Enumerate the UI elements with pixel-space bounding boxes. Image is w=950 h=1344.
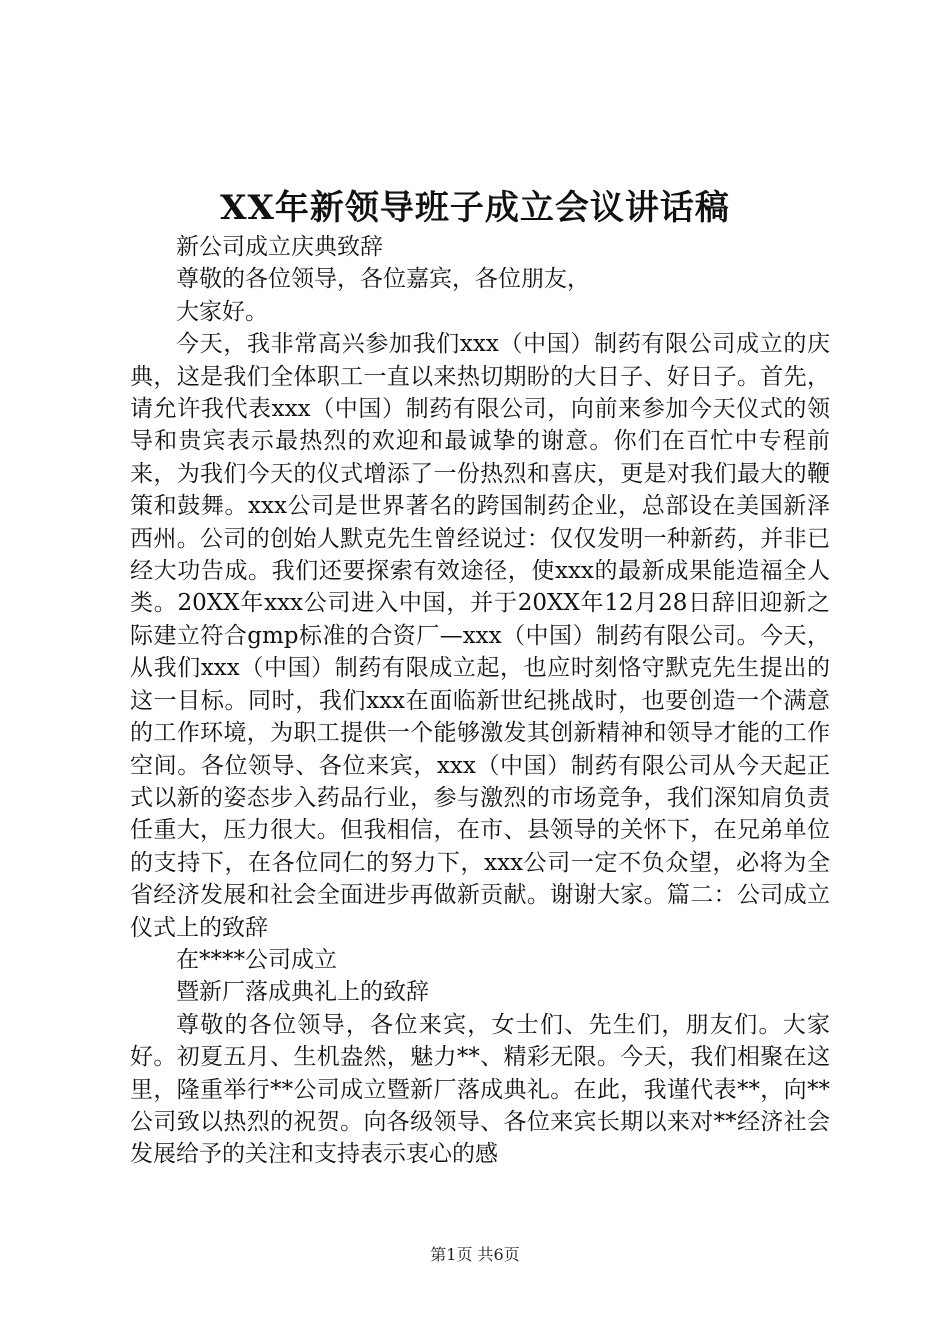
page-number: 第1页 共6页 bbox=[430, 1245, 520, 1264]
paragraph-second-speech: 尊敬的各位领导，各位来宾，女士们、先生们，朋友们。大家好。初夏五月、生机盎然，魅力**、精彩无限。今天，我们相聚在这里，隆重举行**公司成立暨新厂落成典礼。在此，我谨代表**，向**公司致以热烈的祝贺。向各级领导、各位来宾长期以来对**经济社会发展给予的关注和支持表示衷心的感 bbox=[130, 1011, 830, 1168]
paragraph-heading: 新公司成立庆典致辞 bbox=[176, 234, 383, 260]
paragraph-greeting: 大家好。 bbox=[176, 298, 268, 325]
paragraph-second-title-line1: 在****公司成立 bbox=[176, 946, 337, 973]
document-body bbox=[130, 231, 830, 1171]
paragraph-main-speech: 今天，我非常高兴参加我们xxx（中国）制药有限公司成立的庆典，这是我们全体职工一直以来热切期盼的大日子、好日子。首先，请允许我代表xxx（中国）制药有限公司，向前来参加今天仪式的领导和贵宾表示最热烈的欢迎和最诚挚的谢意。你们在百忙中专程前来，为我们今天的仪式增添了一份热烈和喜庆，更是对我们最大的鞭策和鼓舞。xxx公司是世界著名的跨国制药企业，总部设在美国新泽西州。公司的创始人默克先生曾经说过：仅仅发明一种新药，并非已经大功告成。我们还要探索有效途径，使xxx的最新成果能造福全人类。20XX年xxx公司进入中国，并于20XX年12月28日辞旧迎新之际建立符合gmp标准的合资厂—xxx（中国）制药有限公司。今天，从我们xxx（中国）制药有限成立起，也应时刻恪守默克先生提出的这一目标。同时，我们xxx在面临新世纪挑战时，也要创造一个满意的工作环境，为职工提供一个能够激发其创新精神和领导才能的工作空间。各位领导、各位来宾，xxx（中国）制药有限公司从今天起正式以新的姿态步入药品行业，参与激烈的市场竞争，我们深知肩负责任重大，压力很大。但我相信，在市、县领导的关怀下，在兄弟单位的支持下，在各位同仁的努力下，xxx公司一定不负众望，必将为全省经济发展和社会全面进步再做新贡献。谢谢大家。篇二：公司成立仪式上的致辞 bbox=[130, 331, 830, 941]
document-title: XX年新领导班子成立会议讲话稿 bbox=[220, 188, 730, 228]
paragraph-salutation: 尊敬的各位领导，各位嘉宾，各位朋友， bbox=[176, 266, 590, 293]
paragraph-second-title-line2: 暨新厂落成典礼上的致辞 bbox=[176, 979, 429, 1006]
